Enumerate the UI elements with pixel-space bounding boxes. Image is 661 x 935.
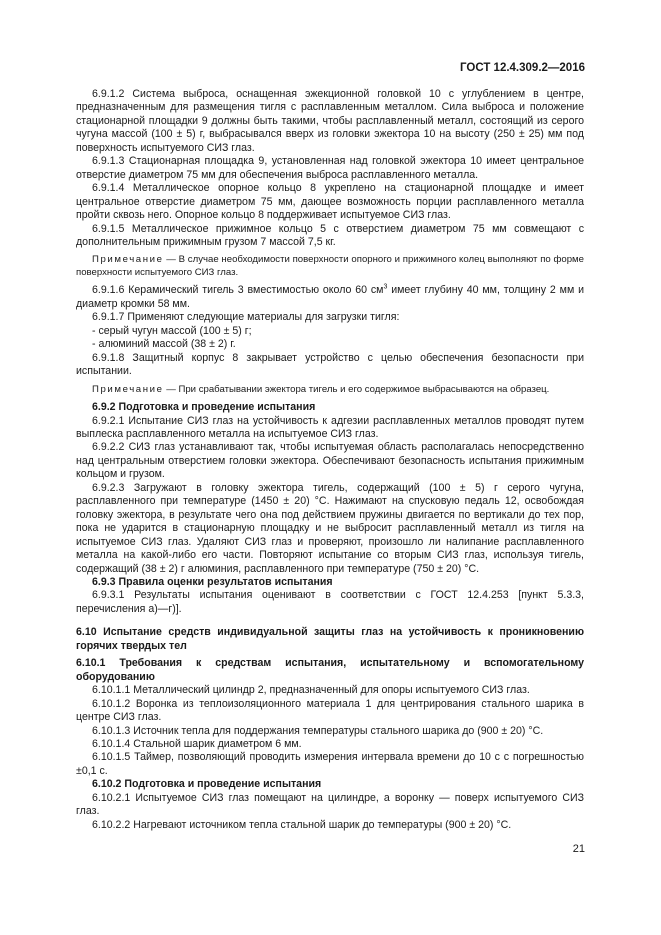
paragraph-6-9-1-4: 6.9.1.4 Металлическое опорное кольцо 8 укреплено на стационарной площадке и имеет центральное отверстие диаметром 75 мм, дающее возможность порции расплавленного металла пройти сквозь него. Опорное кольцо 8 поддерживает испытуемое СИЗ глаз. (76, 182, 584, 222)
document-body (76, 88, 584, 832)
paragraph-6-9-1-2: 6.9.1.2 Система выброса, оснащенная эжекционной головкой 10 с углублением в центре, предназначенным для размещения тигля с расплавленным металлом. Сила выброса и положение стационарной площадки 9 должны быть такими, чтобы расплавленный металл, состоящий из серого чугуна массой (100 ± 5) г, выбрасывался вверх из головки эжектора 10 на высоту (250 ± 25) мм под поверхность испытуемого СИЗ глаз. (76, 88, 584, 154)
paragraph-6-10-2-1: 6.10.2.1 Испытуемое СИЗ глаз помещают на цилиндре, а воронку — поверх испытуемого СИЗ глаз. (76, 791, 584, 818)
note-label: Примечание (92, 254, 164, 266)
paragraph-text: 6.9.1.6 Керамический тигель 3 вместимостью около 60 см (92, 284, 384, 297)
paragraph-6-10-1-1: 6.10.1.1 Металлический цилиндр 2, предназначенный для опоры испытуемого СИЗ глаз. (92, 684, 530, 697)
paragraph-6-10-2-2: 6.10.2.2 Нагревают источником тепла стальной шарик до температуры (900 ± 20) °С. (92, 818, 512, 831)
paragraph-text-tail: имеет глубину 40 мм, толщину 2 мм и диаметр кромки 58 мм. (76, 284, 584, 310)
document-header: ГОСТ 12.4.309.2—2016 (460, 62, 585, 74)
paragraph-6-10-1-5: 6.10.1.5 Таймер, позволяющий проводить измерения интервала времени до 10 с с погрешностью ±0,1 с. (76, 751, 584, 777)
note-text: — При срабатывании эжектора тигель и его содержимое выбрасываются на образец. (163, 383, 550, 395)
list-item: - серый чугун массой (100 ± 5) г; (92, 324, 252, 337)
paragraph-6-9-1-6 (76, 284, 584, 311)
list-item: - алюминий массой (38 ± 2) г. (92, 338, 236, 351)
note-2 (76, 384, 584, 397)
note-text: — В случае необходимости поверхности опорного и прижимного колец выполняют по форме поверхности испытуемого СИЗ глаз. (76, 254, 584, 278)
paragraph-6-9-1-7: 6.9.1.7 Применяют следующие материалы для загрузки тигля: (92, 311, 400, 324)
paragraph-6-10-1-3: 6.10.1.3 Источник тепла для поддержания температуры стального шарика до (900 ± 20) °С. (92, 724, 544, 737)
paragraph-6-9-3-1: 6.9.3.1 Результаты испытания оценивают в соответствии с ГОСТ 12.4.253 [пункт 5.3.3, перечисления а)—г)]. (76, 589, 584, 615)
page-number: 21 (572, 843, 585, 855)
paragraph-6-9-1-5: 6.9.1.5 Металлическое прижимное кольцо 5 с отверстием диаметром 75 мм совмещают с дополнительным прижимным грузом 7 массой 7,5 кг. (76, 222, 584, 248)
heading-6-9-3: 6.9.3 Правила оценки результатов испытания (92, 576, 333, 588)
paragraph-6-9-2-3: 6.9.2.3 Загружают в головку эжектора тигель, содержащий (100 ± 5) г серого чугуна, расплавленного при температуре (1450 ± 20) °С. Нажимают на спусковую педаль 12, освобождая головку эжектора, в результате чего она под действием пружины двигается по вертикали до тех пор, пока не ударится в стационарную площадку и не выбросит расплавленный металл из тигля на испытуемое СИЗ глаз. Удаляют СИЗ глаз и проверяют, произошло ли налипание расплавленного металла на какой-либо его части. Повторяют испытание со вторым СИЗ глаз, используя тигель, содержащий (38 ± 2) г алюминия, расплавленного при температуре (750 ± 20) °С. (76, 481, 584, 575)
note-label: Примечание (92, 383, 164, 395)
note-1 (76, 254, 584, 279)
paragraph-6-9-1-3: 6.9.1.3 Стационарная площадка 9, установленная над головкой эжектора 10 имеет центральное отверстие диаметром 75 мм для обеспечения выброса расплавленного металла. (76, 155, 584, 181)
heading-6-10-1: 6.10.1 Требования к средствам испытания, испытательному и вспомогательному оборудованию (76, 657, 584, 683)
superscript: 3 (383, 283, 388, 291)
paragraph-6-10-1-4: 6.10.1.4 Стальной шарик диаметром 6 мм. (92, 737, 302, 750)
paragraph-6-10-1-2: 6.10.1.2 Воронка из теплоизоляционного материала 1 для центрирования стального шарика в центре СИЗ глаз. (76, 697, 584, 724)
paragraph-6-9-2-2: 6.9.2.2 СИЗ глаз устанавливают так, чтобы испытуемая область располагалась непосредственно над центральным отверстием головки эжектора. Обеспечивают безопасность испытания прижимным кольцом и грузом. (76, 441, 584, 481)
heading-6-9-2: 6.9.2 Подготовка и проведение испытания (92, 401, 316, 414)
heading-6-10-2: 6.10.2 Подготовка и проведение испытания (92, 778, 322, 791)
heading-6-10: 6.10 Испытание средств индивидуальной защиты глаз на устойчивость к проникновению горячих твердых тел (76, 626, 584, 652)
paragraph-6-9-2-1: 6.9.2.1 Испытание СИЗ глаз на устойчивость к адгезии расплавленных металлов проводят путем выплеска расплавленного металла на испытуемое СИЗ глаз. (76, 414, 584, 441)
paragraph-6-9-1-8: 6.9.1.8 Защитный корпус 8 закрывает устройство с целью обеспечения безопасности при испытании. (76, 351, 584, 378)
